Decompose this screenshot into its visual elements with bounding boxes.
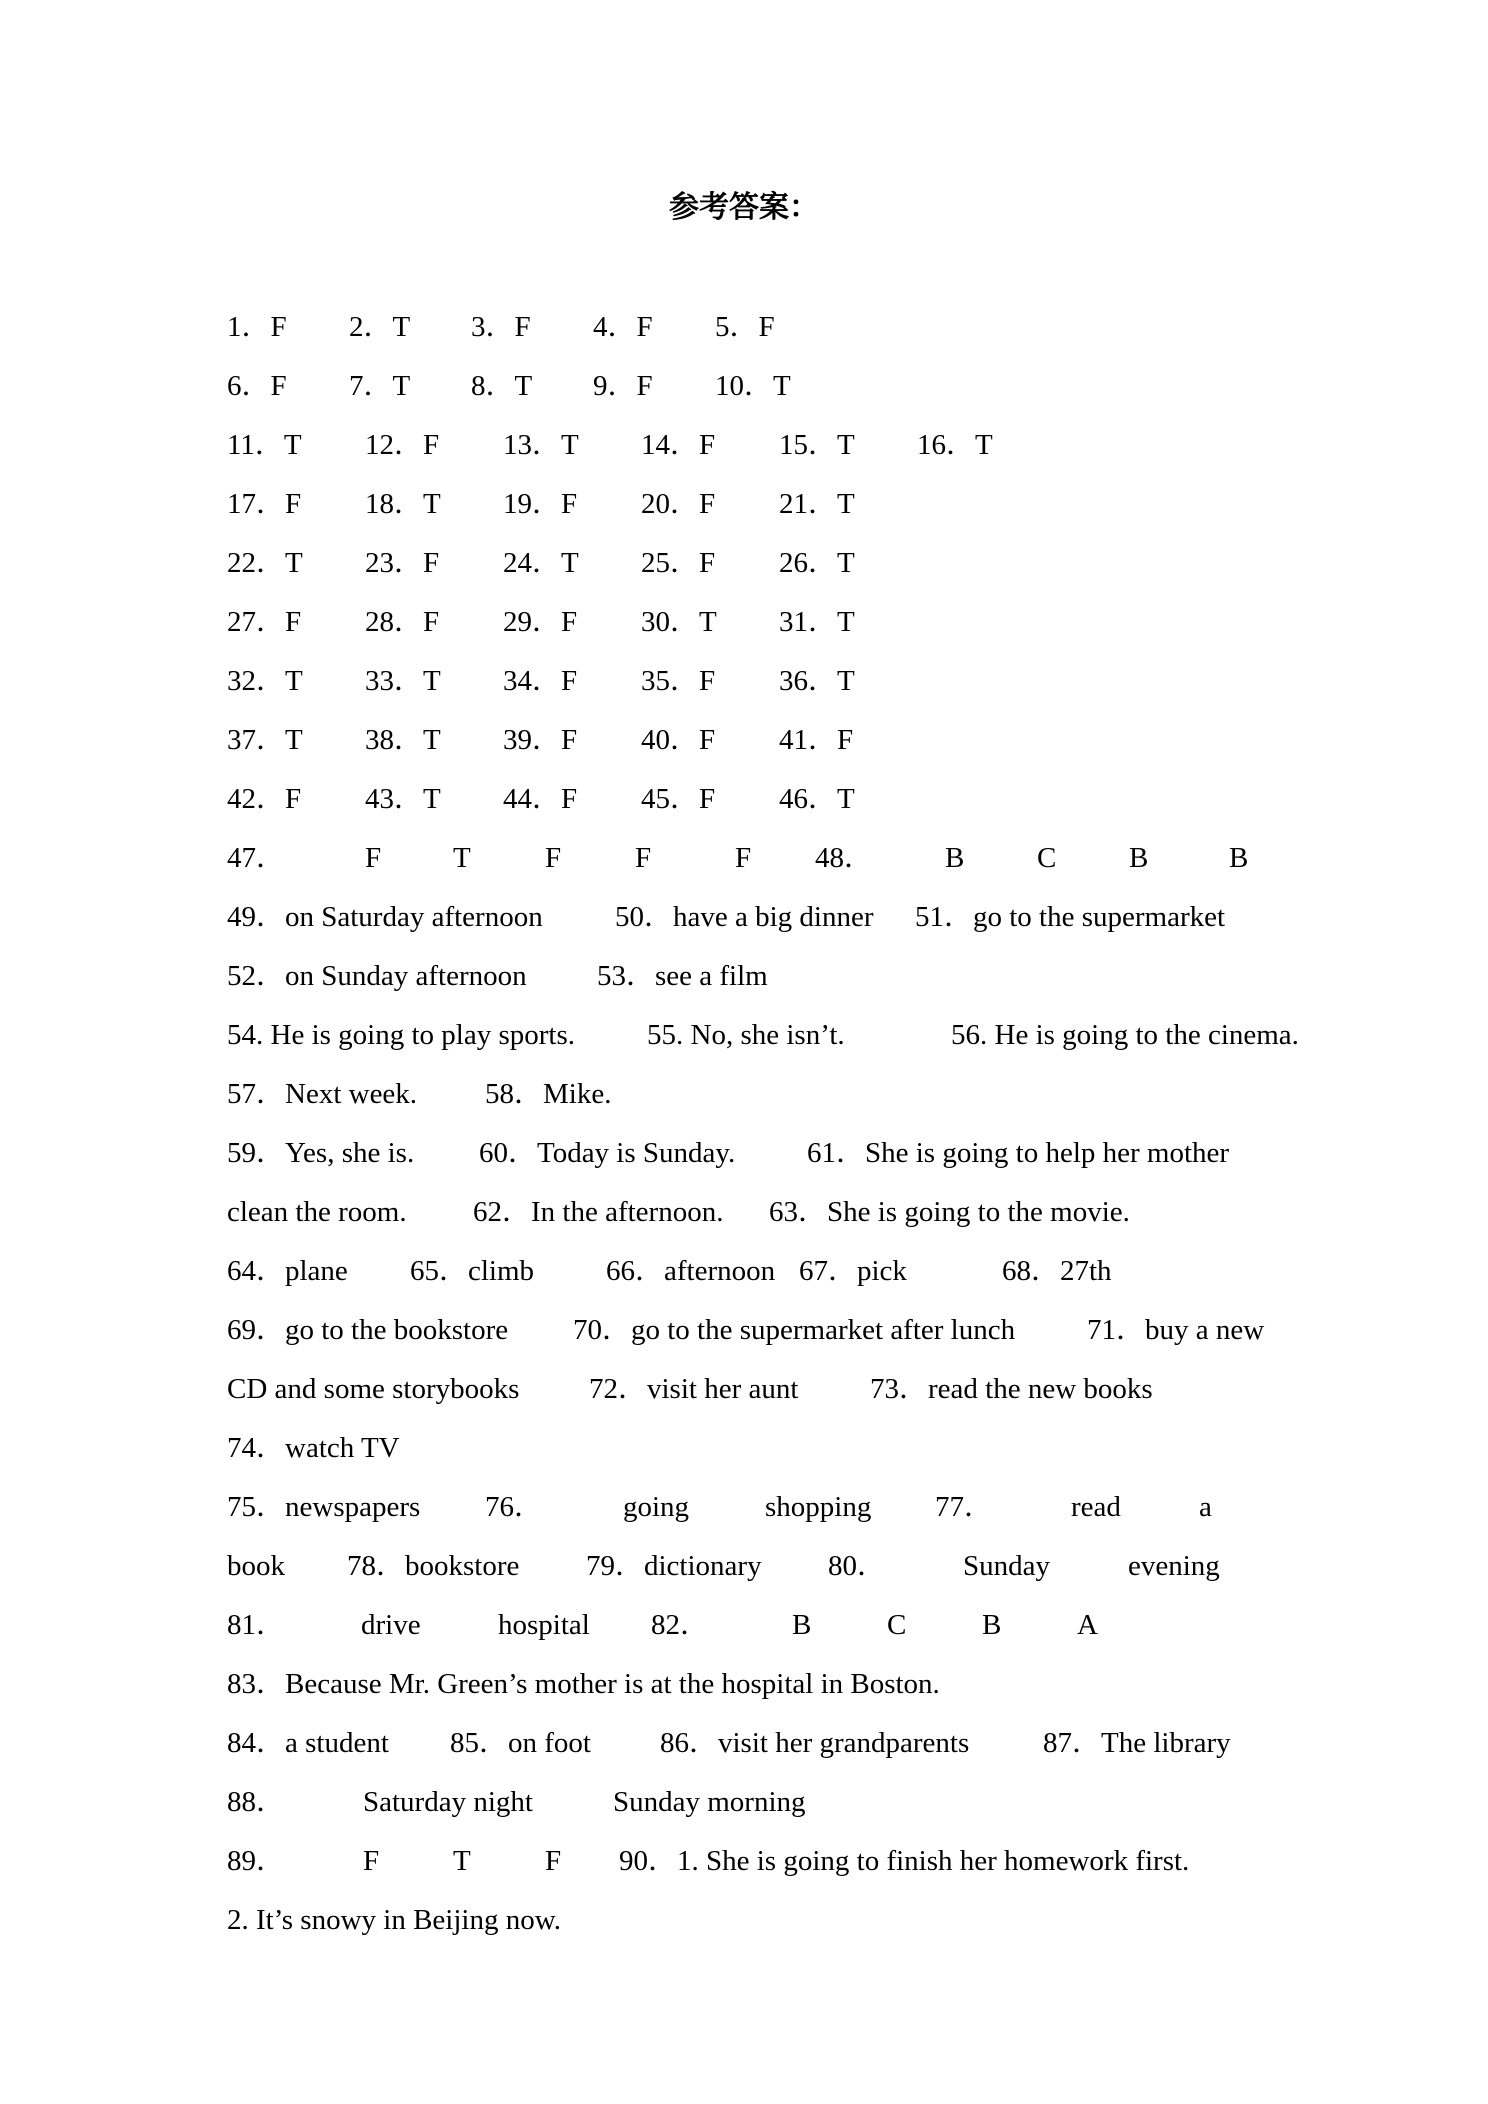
answer-item: 45．F xyxy=(641,783,716,815)
answer-item: 33．T xyxy=(365,665,441,697)
answer-item: 67．pick xyxy=(799,1255,907,1287)
answer-item: 23．F xyxy=(365,547,440,579)
answer-item: going xyxy=(623,1491,690,1523)
answer-item: F xyxy=(365,842,382,874)
answer-item: 43．T xyxy=(365,783,441,815)
answer-item: 19．F xyxy=(503,488,578,520)
answer-item: F xyxy=(545,1845,562,1877)
answer-item: 89． xyxy=(227,1845,286,1877)
page-title: 参考答案： xyxy=(669,190,819,225)
answer-item: 18．T xyxy=(365,488,441,520)
answer-item: 44．F xyxy=(503,783,578,815)
answer-item: F xyxy=(545,842,562,874)
answer-item: A xyxy=(1077,1609,1098,1641)
answer-item: Sunday morning xyxy=(613,1786,806,1818)
answer-item: 61．She is going to help her mother xyxy=(807,1137,1230,1169)
answer-item: 81． xyxy=(227,1609,286,1641)
answer-item: 41．F xyxy=(779,724,854,756)
answer-item: 82． xyxy=(651,1609,710,1641)
answer-item: drive xyxy=(361,1609,421,1641)
answer-item: 88． xyxy=(227,1786,286,1818)
answer-item: 49．on Saturday afternoon xyxy=(227,901,543,933)
answer-item: 7．T xyxy=(349,370,411,402)
answer-item: Sunday xyxy=(963,1550,1050,1582)
answer-item: 36．T xyxy=(779,665,855,697)
answer-item: 25．F xyxy=(641,547,716,579)
answer-item: 63．She is going to the movie. xyxy=(769,1196,1130,1228)
answer-item: 40．F xyxy=(641,724,716,756)
answer-item: 6．F xyxy=(227,370,287,402)
answer-item: 3．F xyxy=(471,311,531,343)
answer-item: 9．F xyxy=(593,370,653,402)
answer-item: 84．a student xyxy=(227,1727,389,1759)
answer-item: 77． xyxy=(935,1491,994,1523)
answer-item: Saturday night xyxy=(363,1786,533,1818)
answer-item: 28．F xyxy=(365,606,440,638)
answer-item: B xyxy=(1229,842,1249,874)
answer-item: 57．Next week. xyxy=(227,1078,418,1110)
answer-item: F xyxy=(363,1845,380,1877)
answer-item: C xyxy=(887,1609,907,1641)
answer-item: shopping xyxy=(765,1491,872,1523)
answer-item: 62．In the afternoon. xyxy=(473,1196,724,1228)
answer-item: CD and some storybooks xyxy=(227,1373,520,1405)
answer-item: 54. He is going to play sports. xyxy=(227,1019,575,1051)
answer-item: B xyxy=(945,842,965,874)
answer-item: B xyxy=(982,1609,1002,1641)
answer-item: 8．T xyxy=(471,370,533,402)
answer-item: 13．T xyxy=(503,429,579,461)
answer-item: B xyxy=(792,1609,812,1641)
answer-item: clean the room. xyxy=(227,1196,407,1228)
answer-item: 90．1. She is going to finish her homework first. xyxy=(619,1845,1190,1877)
answer-item: 85．on foot xyxy=(450,1727,591,1759)
answer-item: 5．F xyxy=(715,311,775,343)
answer-item: 50．have a big dinner xyxy=(615,901,874,933)
answer-item: 65．climb xyxy=(410,1255,535,1287)
answer-item: 32．T xyxy=(227,665,303,697)
answer-item: B xyxy=(1129,842,1149,874)
answer-item: 22．T xyxy=(227,547,303,579)
answer-item: 56. He is going to the cinema. xyxy=(951,1019,1299,1051)
answer-item: 51．go to the supermarket xyxy=(915,901,1226,933)
answer-item: 11．T xyxy=(227,429,302,461)
answer-item: 12．F xyxy=(365,429,440,461)
answer-item: F xyxy=(735,842,752,874)
answer-item: 21．T xyxy=(779,488,855,520)
answer-item: 86．visit her grandparents xyxy=(660,1727,970,1759)
answer-item: 75．newspapers xyxy=(227,1491,421,1523)
answer-item: 20．F xyxy=(641,488,716,520)
answer-item: 69．go to the bookstore xyxy=(227,1314,509,1346)
answer-item: T xyxy=(453,1845,471,1877)
answer-item: 73．read the new books xyxy=(870,1373,1153,1405)
answer-item: 42．F xyxy=(227,783,302,815)
answer-item: 79．dictionary xyxy=(586,1550,762,1582)
answer-item: 39．F xyxy=(503,724,578,756)
answer-item: 35．F xyxy=(641,665,716,697)
answer-item: 83．Because Mr. Green’s mother is at the hospital in Boston. xyxy=(227,1668,940,1700)
answer-item: 2. It’s snowy in Beijing now. xyxy=(227,1904,562,1936)
answer-item: 60．Today is Sunday. xyxy=(479,1137,736,1169)
answer-item: 55. No, she isn’t. xyxy=(647,1019,845,1051)
answer-item: 14．F xyxy=(641,429,716,461)
answer-item: 4．F xyxy=(593,311,653,343)
answer-item: 80． xyxy=(828,1550,887,1582)
answer-item: 24．T xyxy=(503,547,579,579)
answer-item: 70．go to the supermarket after lunch xyxy=(573,1314,1016,1346)
answer-item: 16．T xyxy=(917,429,993,461)
answer-item: 66．afternoon xyxy=(606,1255,776,1287)
answer-item: 47． xyxy=(227,842,286,874)
answer-item: book xyxy=(227,1550,285,1582)
answer-item: 48． xyxy=(815,842,874,874)
answer-item: 29．F xyxy=(503,606,578,638)
answer-item: a xyxy=(1199,1491,1212,1523)
answer-item: 59．Yes, she is. xyxy=(227,1137,415,1169)
answer-item: 26．T xyxy=(779,547,855,579)
answer-item: 15．T xyxy=(779,429,855,461)
answer-item: hospital xyxy=(498,1609,590,1641)
answer-item: 58．Mike. xyxy=(485,1078,612,1110)
answer-item: 27．F xyxy=(227,606,302,638)
answer-item: evening xyxy=(1128,1550,1220,1582)
answer-item: F xyxy=(635,842,652,874)
answer-item: 74．watch TV xyxy=(227,1432,400,1464)
answer-item: 1．F xyxy=(227,311,287,343)
answer-item: 34．F xyxy=(503,665,578,697)
answer-item: read xyxy=(1071,1491,1121,1523)
answer-item: 72．visit her aunt xyxy=(589,1373,799,1405)
answer-item: 87．The library xyxy=(1043,1727,1231,1759)
answer-item: 52．on Sunday afternoon xyxy=(227,960,527,992)
answer-item: 31．T xyxy=(779,606,855,638)
answer-item: C xyxy=(1037,842,1057,874)
answer-item: 53．see a film xyxy=(597,960,768,992)
answer-item: 71．buy a new xyxy=(1087,1314,1265,1346)
answer-item: 46．T xyxy=(779,783,855,815)
answer-item: 64．plane xyxy=(227,1255,348,1287)
answer-item: 78．bookstore xyxy=(347,1550,520,1582)
answer-item: T xyxy=(453,842,471,874)
answer-item: 2．T xyxy=(349,311,411,343)
answer-item: 30．T xyxy=(641,606,717,638)
answer-item: 37．T xyxy=(227,724,303,756)
answer-item: 76． xyxy=(485,1491,544,1523)
answer-item: 38．T xyxy=(365,724,441,756)
answer-item: 17．F xyxy=(227,488,302,520)
answer-item: 68．27th xyxy=(1002,1255,1112,1287)
answer-item: 10．T xyxy=(715,370,791,402)
